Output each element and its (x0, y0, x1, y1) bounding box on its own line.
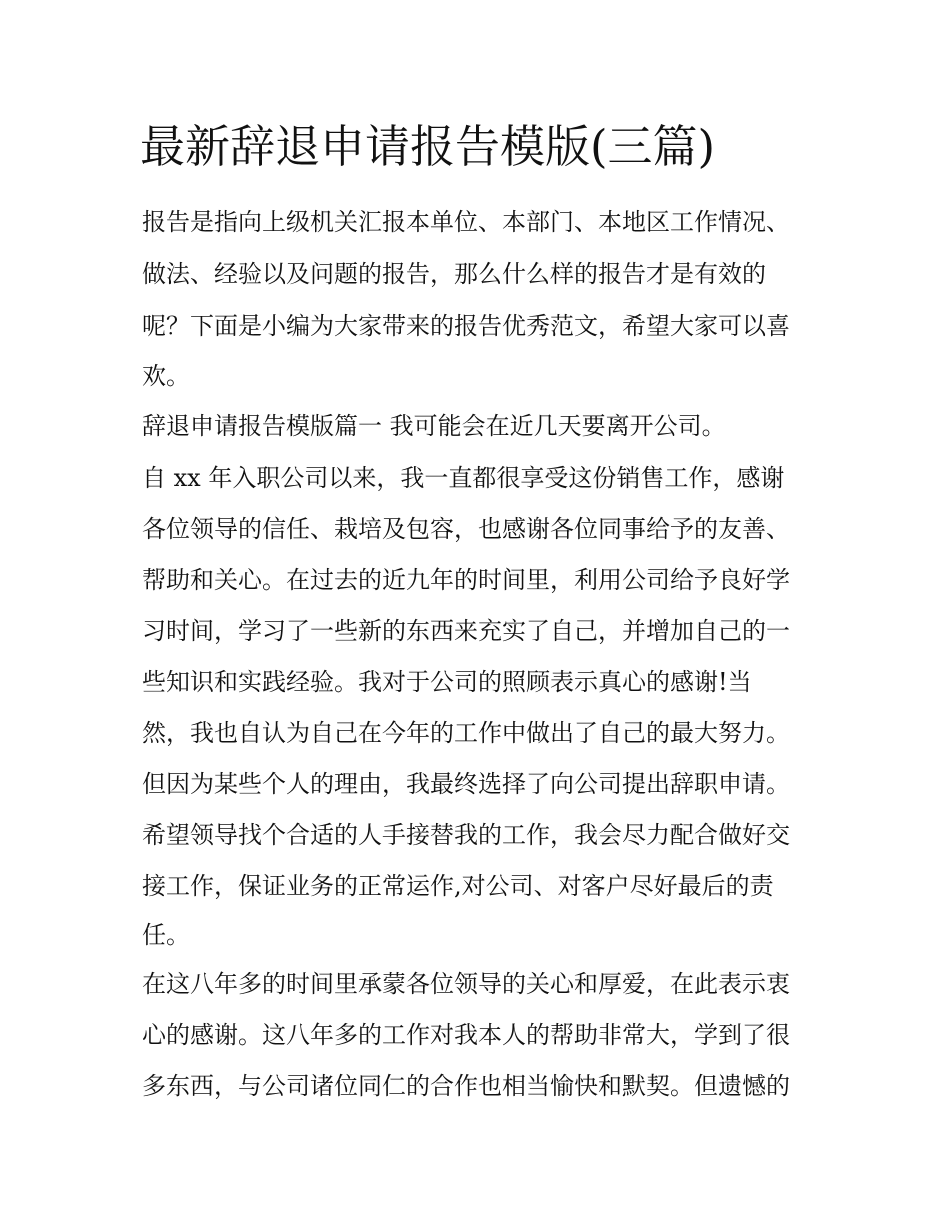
body-line: 做法、经验以及问题的报告，那么什么样的报告才是有效的 (142, 260, 766, 288)
body-line: 希望领导找个合适的人手接替我的工作，我会尽力配合做好交 (142, 821, 790, 849)
body-line: 然，我也自认为自己在今年的工作中做出了自己的最大努力。 (142, 719, 790, 747)
body-line: 欢。 (142, 362, 190, 390)
body-line: 多东西，与公司诸位同仁的合作也相当愉快和默契。但遗憾的 (142, 1072, 790, 1100)
body-line: 自 xx 年入职公司以来，我一直都很享受这份销售工作，感谢 (142, 464, 785, 492)
body-line: 心的感谢。这八年多的工作对我本人的帮助非常大，学到了很 (142, 1021, 790, 1049)
body-line: 呢？下面是小编为大家带来的报告优秀范文，希望大家可以喜 (142, 312, 790, 340)
body-line: 各位领导的信任、栽培及包容，也感谢各位同事给予的友善、 (142, 515, 790, 543)
body-line: 习时间，学习了一些新的东西来充实了自己，并增加自己的一 (142, 617, 790, 645)
body-line: 些知识和实践经验。我对于公司的照顾表示真心的感谢!当 (142, 668, 752, 696)
body-line: 但因为某些个人的理由，我最终选择了向公司提出辞职申请。 (142, 770, 790, 798)
document-title: 最新辞退申请报告模版(三篇) (140, 120, 716, 173)
body-line: 帮助和关心。在过去的近九年的时间里，利用公司给予良好学 (142, 566, 790, 594)
body-line: 在这八年多的时间里承蒙各位领导的关心和厚爱，在此表示衷 (142, 970, 790, 998)
body-line: 辞退申请报告模版篇一 我可能会在近几天要离开公司。 (142, 412, 726, 440)
body-line: 报告是指向上级机关汇报本单位、本部门、本地区工作情况、 (142, 208, 790, 236)
body-line: 接工作，保证业务的正常运作,对公司、对客户尽好最后的责 (142, 872, 774, 900)
body-line: 任。 (142, 921, 190, 949)
